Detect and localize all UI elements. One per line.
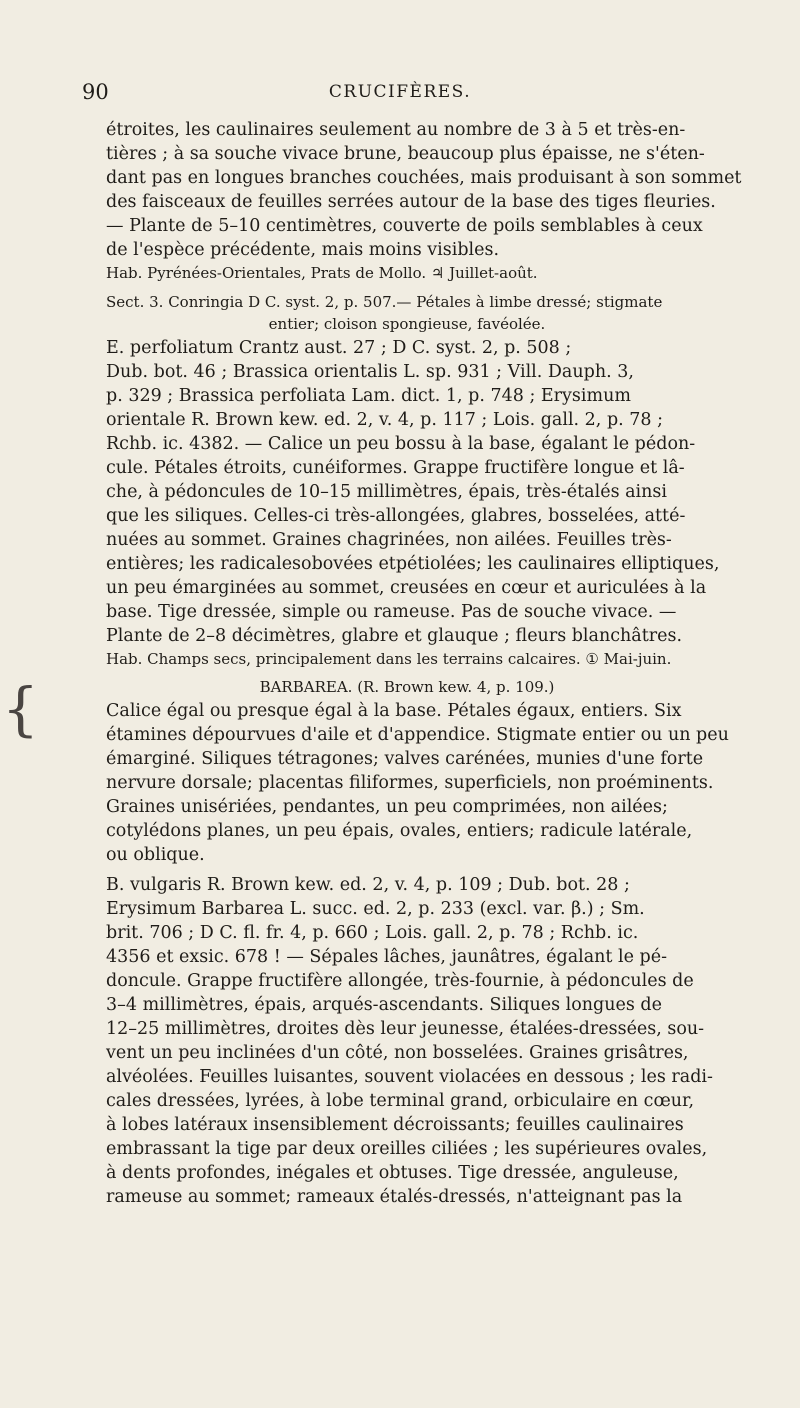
text-line: 12–25 millimètres, droites dès leur jeunesse, étalées-dressées, sou- — [106, 1018, 705, 1039]
text-line: des faisceaux de feuilles serrées autour de la base des tiges fleuries. — [106, 192, 716, 212]
text-line: émarginé. Siliques tétragones; valves carénées, munies d'une forte — [106, 748, 704, 769]
text-line: nuées au sommet. Graines chagrinées, non ailées. Feuilles très- — [106, 529, 672, 550]
margin-bracket-mark: { — [2, 675, 39, 743]
text-line: à dents profondes, inégales et obtuses. Tige dressée, anguleuse, — [106, 1162, 679, 1183]
running-head: CRUCIFÈRES. — [328, 82, 472, 102]
text-line: alvéolées. Feuilles luisantes, souvent violacées en dessous ; les radi- — [106, 1066, 713, 1087]
text-line: 4356 et exsic. 678 ! — Sépales lâches, jaunâtres, égalant le pé- — [106, 946, 668, 967]
text-line: cotylédons planes, un peu épais, ovales, entiers; radicule latérale, — [106, 820, 693, 841]
text-line: cales dressées, lyrées, à lobe terminal grand, orbiculaire en cœur, — [106, 1090, 695, 1111]
text-line: Dub. bot. 46 ; Brassica orientalis L. sp. 931 ; Vill. Dauph. 3, — [106, 361, 634, 382]
section-heading: entier; cloison spongieuse, favéolée. — [268, 315, 546, 333]
text-line: un peu émarginées au sommet, creusées en cœur et auriculées à la — [106, 577, 707, 598]
text-line: brit. 706 ; D C. fl. fr. 4, p. 660 ; Lois. gall. 2, p. 78 ; Rchb. ic. — [106, 922, 639, 943]
text-line: orientale R. Brown kew. ed. 2, v. 4, p. 117 ; Lois. gall. 2, p. 78 ; — [106, 409, 663, 430]
text-line: que les siliques. Celles-ci très-allongées, glabres, bosselées, atté- — [106, 505, 686, 526]
text-line: ou oblique. — [106, 844, 205, 865]
text-line: à lobes latéraux insensiblement décroissants; feuilles caulinaires — [106, 1114, 684, 1135]
text-line: dant pas en longues branches couchées, mais produisant à son sommet — [106, 168, 742, 188]
text-line: nervure dorsale; placentas filiformes, superficiels, non proéminents. — [106, 772, 714, 793]
text-line: — Plante de 5–10 centimètres, couverte de poils semblables à ceux — [106, 216, 703, 236]
page-body — [106, 118, 742, 1209]
text-line: entières; les radicalesobovées etpétiolées; les caulinaires elliptiques, — [106, 553, 720, 574]
text-line: base. Tige dressée, simple ou rameuse. Pas de souche vivace. — — [106, 601, 677, 622]
text-line: de l'espèce précédente, mais moins visibles. — [106, 240, 500, 260]
text-line: embrassant la tige par deux oreilles ciliées ; les supérieures ovales, — [106, 1138, 708, 1159]
text-line: Erysimum Barbarea L. succ. ed. 2, p. 233 (excl. var. β.) ; Sm. — [106, 898, 645, 919]
species-entry-line: E. perfoliatum Crantz aust. 27 ; D C. syst. 2, p. 508 ; — [106, 337, 572, 358]
text-line: che, à pédoncules de 10–15 millimètres, épais, très-étalés ainsi — [106, 481, 667, 502]
text-line: Rchb. ic. 4382. — Calice un peu bossu à la base, égalant le pédon- — [106, 433, 696, 454]
text-line: Graines unisériées, pendantes, un peu comprimées, non ailées; — [106, 796, 668, 817]
page-number: 90 — [82, 80, 109, 104]
text-line: rameuse au sommet; rameaux étalés-dressés, n'atteignant pas la — [106, 1186, 683, 1207]
text-line: étamines dépourvues d'aile et d'appendice. Stigmate entier ou un peu — [106, 724, 729, 745]
habitat-line: Hab. Champs secs, principalement dans les terrains calcaires. ① Mai-juin. — [106, 649, 672, 668]
section-heading: Sect. 3. Conringia D C. syst. 2, p. 507.— Pétales à limbe dressé; stigmate — [106, 292, 663, 311]
species-entry-line: B. vulgaris R. Brown kew. ed. 2, v. 4, p. 109 ; Dub. bot. 28 ; — [106, 874, 630, 895]
page-header — [0, 80, 800, 110]
text-line: tières ; à sa souche vivace brune, beaucoup plus épaisse, ne s'éten- — [106, 144, 705, 164]
text-line: p. 329 ; Brassica perfoliata Lam. dict. 1, p. 748 ; Erysimum — [106, 385, 631, 406]
genus-heading: BARBAREA. (R. Brown kew. 4, p. 109.) — [259, 678, 555, 696]
text-line: étroites, les caulinaires seulement au nombre de 3 à 5 et très-en- — [106, 120, 686, 140]
text-line: Calice égal ou presque égal à la base. Pétales égaux, entiers. Six — [106, 700, 682, 721]
habitat-line: Hab. Pyrénées-Orientales, Prats de Mollo. ♃ Juillet-août. — [106, 264, 538, 282]
text-line: Plante de 2–8 décimètres, glabre et glauque ; fleurs blanchâtres. — [106, 625, 683, 646]
text-line: 3–4 millimètres, épais, arqués-ascendants. Siliques longues de — [106, 994, 662, 1015]
text-line: vent un peu inclinées d'un côté, non bosselées. Graines grisâtres, — [106, 1042, 689, 1063]
text-line: doncule. Grappe fructifère allongée, très-fournie, à pédoncules de — [106, 970, 694, 991]
text-line: cule. Pétales étroits, cunéiformes. Grappe fructifère longue et lâ- — [106, 457, 685, 478]
